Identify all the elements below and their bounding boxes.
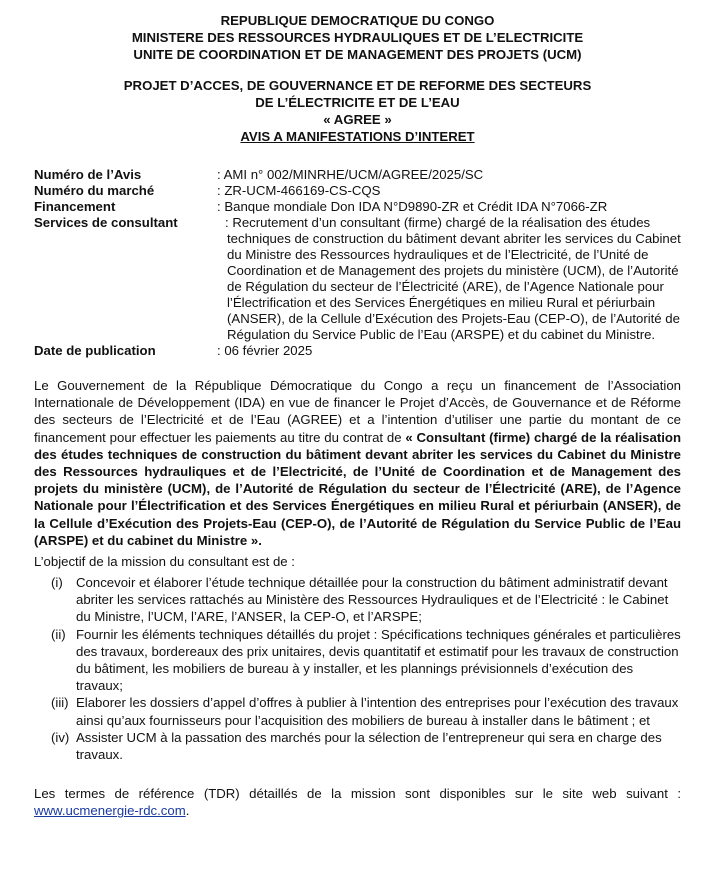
- tdr-end: .: [185, 803, 190, 819]
- financement-value: : Banque mondiale Don IDA N°D9890-ZR et Crédit IDA N°7066-ZR: [217, 199, 608, 214]
- list-item-number: (iii): [51, 695, 69, 711]
- services-value: : Recrutement d’un consultant (firme) chargé de la réalisation des études techniques de construction du bâtiment devant abriter les services du Cabinet du Ministre des Ressources hydrauliques et de l’Electricité, de l’Unité de Coordination et de Management des projets du ministère (UCM), de l’Autorité de Régulation du secteur de l’Électricité (ARE), de l’Agence Nationale pour l’Électrification et des Services Énergétiques en milieu Rural et périurbain (ANSER), de la Cellule d’Exécution des Projets-Eau (CEP-O), de l’Autorité de Régulation du Service Public de l’Eau (ARSPE) et du cabinet du Ministre.: [225, 215, 681, 342]
- project-header: [34, 77, 681, 145]
- intro-paragraph: [34, 377, 681, 549]
- list-item-number: (iv): [51, 729, 70, 745]
- notice-metadata: [34, 167, 681, 359]
- objectives-list: [34, 574, 681, 763]
- contract-title: « Consultant (firme) chargé de la réalisation des études techniques de construction du bâtiment devant abriter les services du Cabinet du Ministre des Ressources hydrauliques et de l’Electricité, de l’Unité de Coordination et de Management des projets du ministère (UCM), de l’Autorité de Régulation du secteur de l’Électricité (ARE), de l’Agence Nationale pour l’Électrification et des Services Énergétiques en milieu Rural et périurbain (ANSER), de la Cellule d’Exécution des Projets-Eau (CEP-O), de l’Autorité de Régulation du Service Public de l’Eau (ARSPE) et du cabinet du Ministre ».: [34, 429, 681, 548]
- website-link[interactable]: www.ucmenergie-rdc.com: [34, 803, 186, 819]
- meta-row-date: [34, 343, 681, 359]
- unit-title: UNITE DE COORDINATION ET DE MANAGEMENT DES PROJETS (UCM): [133, 47, 582, 62]
- financement-label: Financement: [34, 199, 116, 214]
- list-item-number: (i): [51, 575, 63, 591]
- date-value: : 06 février 2025: [217, 343, 313, 358]
- meta-row-marche: [34, 183, 681, 199]
- list-item: [34, 694, 681, 728]
- services-label: Services de consultant: [34, 215, 178, 230]
- list-item-text: Concevoir et élaborer l’étude technique détaillée pour la construction du bâtiment administratif devant abriter les services rattachés au Ministère des Ressources Hydrauliques et de l’Electricité : le Cabinet du Ministre, l’UCM, l’ARE, l’ANSER, la CEP-O, et l’ARSPE;: [76, 575, 669, 625]
- marche-label: Numéro du marché: [34, 183, 155, 198]
- list-item: [34, 574, 681, 626]
- ministry-title: MINISTERE DES RESSOURCES HYDRAULIQUES ET DE L’ELECTRICITE: [131, 30, 584, 45]
- avis-value: : AMI n° 002/MINRHE/UCM/AGREE/2025/SC: [217, 167, 484, 182]
- list-item-text: Elaborer les dossiers d’appel d’offres à publier à l’intention des entreprises pour l’exécution des travaux ainsi qu’aux fournisseurs pour l’acquisition des mobiliers de bureau à installer dans le bâtiment ; et: [76, 695, 679, 728]
- list-item-number: (ii): [51, 626, 66, 642]
- meta-row-financement: [34, 199, 681, 215]
- project-title-line1: PROJET D’ACCES, DE GOUVERNANCE ET DE REFORME DES SECTEURS: [123, 78, 592, 93]
- country-title: REPUBLIQUE DEMOCRATIQUE DU CONGO: [220, 13, 495, 28]
- meta-row-services: [34, 215, 681, 343]
- project-title-line2: DE L’ÉLECTRICITE ET DE L’EAU: [255, 95, 460, 110]
- meta-row-avis: [34, 167, 681, 183]
- avis-label: Numéro de l’Avis: [34, 167, 142, 182]
- date-label: Date de publication: [34, 343, 156, 358]
- tdr-paragraph: [34, 785, 681, 819]
- list-item: [34, 729, 681, 763]
- project-acronym: « AGREE »: [323, 112, 392, 127]
- list-item-text: Assister UCM à la passation des marchés pour la sélection de l’entrepreneur qui sera en charge des travaux.: [76, 729, 662, 763]
- list-item: [34, 626, 681, 695]
- objective-intro: L’objectif de la mission du consultant est de :: [34, 554, 295, 570]
- list-item-text: Fournir les éléments techniques détaillés du projet : Spécifications techniques générales et particulières des travaux, bordereaux des prix unitaires, devis quantitatif et estimatif pour les travaux de construction du bâtiment, les mobiliers de bureau à y installer, et les plannings prévisionnels d’exécution des travaux;: [76, 626, 681, 694]
- notice-title: AVIS A MANIFESTATIONS D’INTERET: [240, 129, 475, 144]
- intro-text: Le Gouvernement de la République Démocratique du Congo a reçu un financement de l’Association Internationale de Développement (IDA) en vue de financer le Projet d’Accès, de Gouvernance et de Réforme des secteurs de l’Electricité et de l’Eau (AGREE) et a l’intention d’utiliser une partie du montant de ce financement pour effectuer les paiements au titre du contrat de: [34, 378, 681, 445]
- marche-value: : ZR-UCM-466169-CS-CQS: [217, 183, 381, 198]
- tdr-text: Les termes de référence (TDR) détaillés de la mission sont disponibles sur le site web suivant :: [34, 786, 681, 802]
- ministry-header: [34, 12, 681, 63]
